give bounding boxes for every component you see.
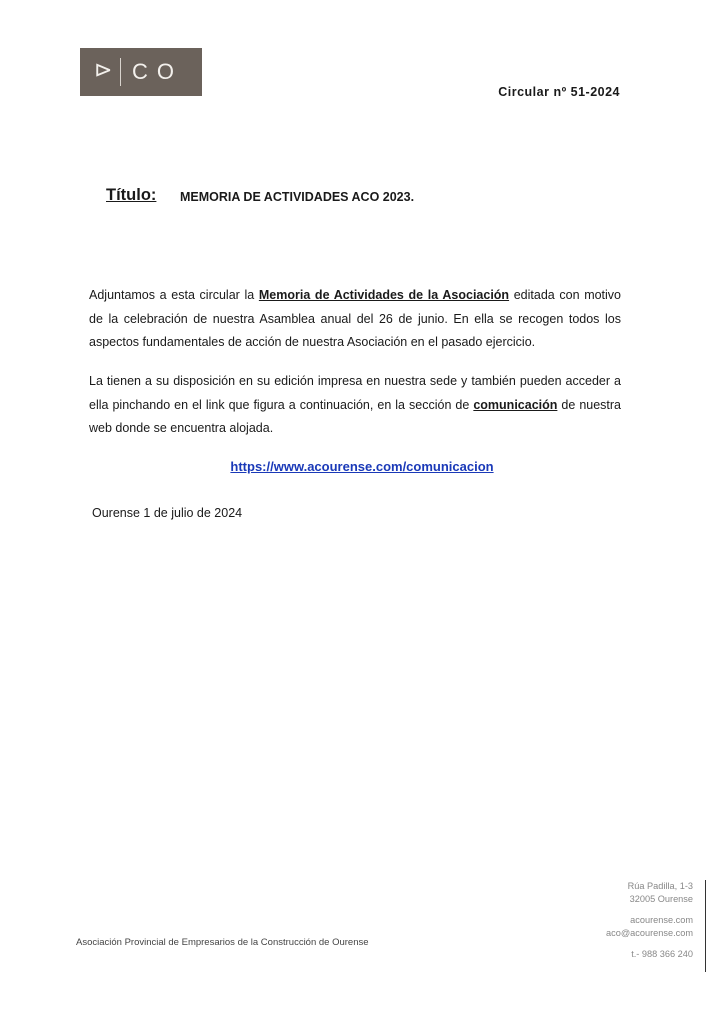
contact-block bbox=[606, 880, 700, 961]
paragraph-intro bbox=[89, 284, 621, 355]
logo-text: CO bbox=[132, 59, 183, 84]
memoria-highlight: Memoria de Actividades de la Asociación bbox=[258, 288, 510, 302]
comunicacion-link[interactable]: https://www.acourense.com/comunicacion bbox=[230, 459, 494, 474]
paragraph-availability-text-2: de nuestra web donde se encuentra alojada. bbox=[89, 397, 622, 435]
aco-logo bbox=[80, 48, 202, 96]
website: acourense.com bbox=[630, 915, 693, 925]
logo-mark: ⊳ bbox=[94, 57, 113, 82]
document-date: Ourense 1 de julio de 2024 bbox=[92, 506, 243, 520]
address-street: Rúa Padilla, 1-3 bbox=[627, 881, 693, 891]
address-city: 32005 Ourense bbox=[629, 893, 693, 904]
phone: t.- 988 366 240 bbox=[631, 949, 693, 959]
paragraph-intro-text-2: editada con motivo de la celebración de nuestra Asamblea anual del 26 de junio. En ella se recogen todos los aspectos fundamentales de acción de nuestra Asociación en el pasado ejercicio. bbox=[89, 288, 622, 349]
paragraph-availability bbox=[89, 370, 621, 441]
title-value: MEMORIA DE ACTIVIDADES ACO 2023. bbox=[180, 190, 415, 204]
contact-divider bbox=[705, 880, 707, 972]
circular-number: Circular nº 51-2024 bbox=[498, 85, 620, 99]
footer-organization: Asociación Provincial de Empresarios de la Construcción de Ourense bbox=[76, 937, 369, 948]
paragraph-intro-text-1: Adjuntamos a esta circular la bbox=[89, 288, 259, 302]
paragraph-availability-text-1: La tienen a su disposición en su edición impresa en nuestra sede y también pueden acceder a ella pinchando en el link que figura a continuación, en la sección de bbox=[89, 374, 621, 412]
title-label: Título: bbox=[106, 186, 157, 204]
comunicacion-highlight: comunicación bbox=[473, 397, 558, 412]
email: aco@acourense.com bbox=[606, 927, 693, 938]
logo-divider bbox=[120, 58, 121, 86]
